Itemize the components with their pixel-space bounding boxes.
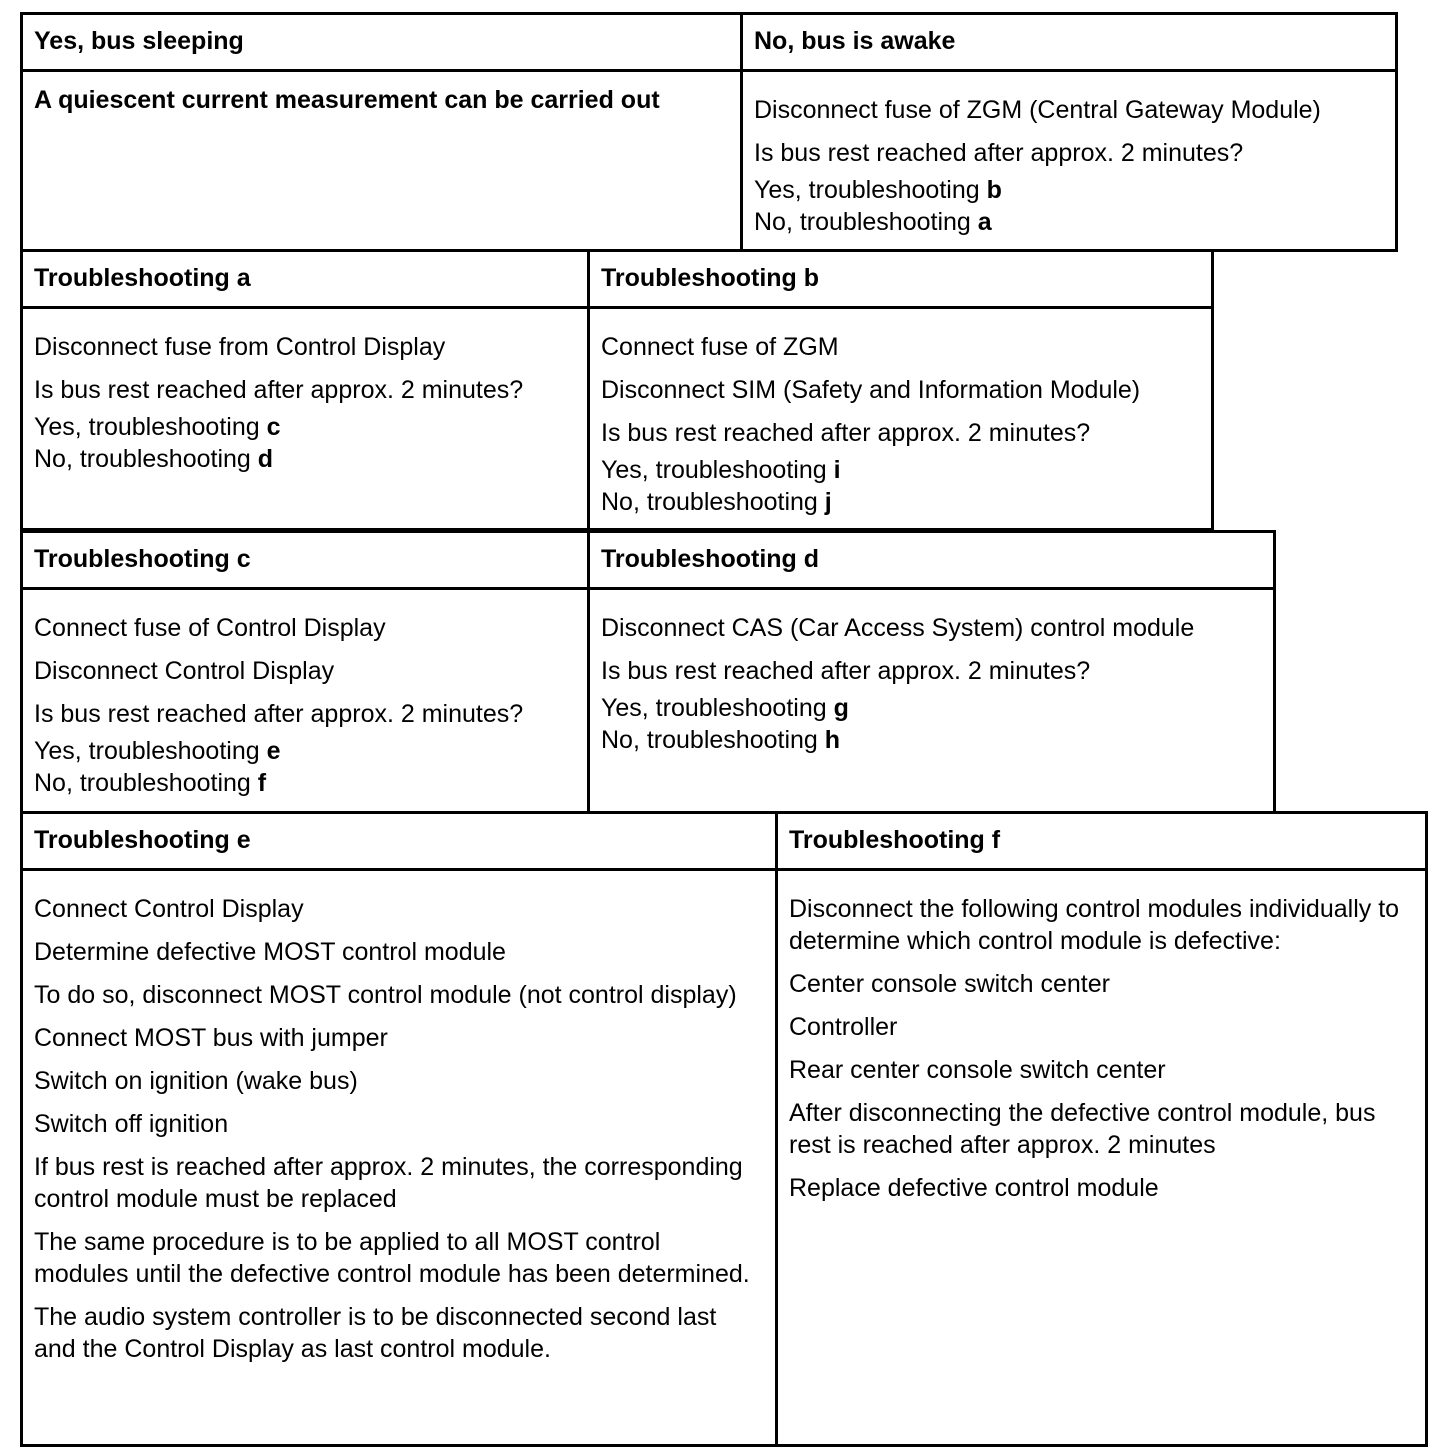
- step-text: Disconnect SIM (Safety and Information Module): [601, 376, 1141, 404]
- bus-awake-body-cell: [742, 71, 1397, 251]
- no-branch: [34, 443, 577, 475]
- yes-branch: [34, 735, 577, 767]
- step-text: Disconnect the following control modules individually to determine which control module is defective:: [789, 895, 1400, 955]
- step-text: Disconnect fuse of ZGM (Central Gateway Module): [754, 96, 1321, 124]
- troubleshooting-a-header-cell: [22, 251, 589, 308]
- step-text: Center console switch center: [789, 970, 1110, 998]
- troubleshooting-f-body-cell: [777, 870, 1427, 1446]
- step-text: Disconnect CAS (Car Access System) control module: [601, 614, 1195, 642]
- yes-label: Yes, troubleshooting: [601, 694, 827, 722]
- no-target: a: [977, 208, 992, 236]
- troubleshooting-e-header: Troubleshooting e: [34, 826, 251, 854]
- step-text: After disconnecting the defective control module, bus rest is reached after approx. 2 minutes: [789, 1099, 1376, 1159]
- no-branch: [601, 486, 1201, 518]
- troubleshooting-b-header-cell: [589, 251, 1213, 308]
- step-text: Controller: [789, 1013, 898, 1041]
- step-text: The same procedure is to be applied to all MOST control modules until the defective control module has been determined.: [34, 1228, 750, 1288]
- troubleshooting-e-f-table: [20, 811, 1428, 1447]
- step-text: Connect fuse of ZGM: [601, 333, 839, 361]
- bus-awake-header-cell: [742, 14, 1397, 71]
- yes-branch: [601, 454, 1201, 486]
- troubleshooting-d-body-cell: [589, 589, 1275, 813]
- step-text: Determine defective MOST control module: [34, 938, 506, 966]
- no-branch: [754, 206, 1385, 238]
- yes-label: Yes, troubleshooting: [34, 737, 260, 765]
- step-text: Switch off ignition: [34, 1110, 229, 1138]
- no-branch: [34, 767, 577, 799]
- yes-branch: [601, 692, 1263, 724]
- no-label: No, troubleshooting: [34, 445, 251, 473]
- troubleshooting-d-header-cell: [589, 532, 1275, 589]
- troubleshooting-b-body-cell: [589, 308, 1213, 530]
- bus-status-table: [20, 12, 1398, 252]
- yes-label: Yes, troubleshooting: [601, 456, 827, 484]
- bus-awake-header: No, bus is awake: [754, 27, 956, 55]
- troubleshooting-e-body-cell: [22, 870, 777, 1446]
- step-text: The audio system controller is to be disconnected second last and the Control Display as last control module.: [34, 1303, 717, 1363]
- yes-label: Yes, troubleshooting: [34, 413, 260, 441]
- step-text: Disconnect Control Display: [34, 657, 335, 685]
- no-label: No, troubleshooting: [601, 488, 818, 516]
- troubleshooting-c-header: Troubleshooting c: [34, 545, 251, 573]
- troubleshooting-a-body-cell: [22, 308, 589, 530]
- no-label: No, troubleshooting: [34, 769, 251, 797]
- yes-target: i: [833, 456, 841, 484]
- troubleshooting-c-body-cell: [22, 589, 589, 813]
- no-label: No, troubleshooting: [601, 726, 818, 754]
- troubleshooting-b-header: Troubleshooting b: [601, 264, 820, 292]
- no-target: f: [257, 769, 267, 797]
- step-text: Is bus rest reached after approx. 2 minutes?: [754, 139, 1244, 167]
- troubleshooting-c-d-table: [20, 530, 1276, 814]
- no-branch: [601, 724, 1263, 756]
- troubleshooting-a-b-table: [20, 249, 1214, 531]
- yes-target: g: [833, 694, 849, 722]
- step-text: Connect Control Display: [34, 895, 304, 923]
- step-text: Connect fuse of Control Display: [34, 614, 386, 642]
- yes-label: Yes, troubleshooting: [754, 176, 980, 204]
- yes-target: c: [266, 413, 281, 441]
- quiescent-measurement-note: A quiescent current measurement can be carried out: [34, 86, 660, 114]
- step-text: Is bus rest reached after approx. 2 minutes?: [34, 700, 524, 728]
- step-text: Is bus rest reached after approx. 2 minutes?: [601, 419, 1091, 447]
- no-target: d: [257, 445, 274, 473]
- step-text: Connect MOST bus with jumper: [34, 1024, 388, 1052]
- step-text: Disconnect fuse from Control Display: [34, 333, 446, 361]
- bus-sleeping-header: Yes, bus sleeping: [34, 27, 244, 55]
- troubleshooting-d-header: Troubleshooting d: [601, 545, 820, 573]
- step-text: Switch on ignition (wake bus): [34, 1067, 358, 1095]
- no-target: j: [824, 488, 832, 516]
- troubleshooting-a-header: Troubleshooting a: [34, 264, 251, 292]
- troubleshooting-f-header-cell: [777, 813, 1427, 870]
- step-text: Replace defective control module: [789, 1174, 1159, 1202]
- step-text: Rear center console switch center: [789, 1056, 1166, 1084]
- bus-sleeping-header-cell: [22, 14, 742, 71]
- troubleshooting-c-header-cell: [22, 532, 589, 589]
- yes-target: b: [986, 176, 1002, 204]
- yes-branch: [754, 174, 1385, 206]
- yes-target: e: [266, 737, 281, 765]
- troubleshooting-e-header-cell: [22, 813, 777, 870]
- step-text: To do so, disconnect MOST control module (not control display): [34, 981, 737, 1009]
- bus-sleeping-body-cell: [22, 71, 742, 251]
- troubleshooting-f-header: Troubleshooting f: [789, 826, 1001, 854]
- no-label: No, troubleshooting: [754, 208, 971, 236]
- step-text: Is bus rest reached after approx. 2 minutes?: [601, 657, 1091, 685]
- yes-branch: [34, 411, 577, 443]
- no-target: h: [824, 726, 841, 754]
- step-text: If bus rest is reached after approx. 2 minutes, the corresponding control module must be replaced: [34, 1153, 743, 1213]
- step-text: Is bus rest reached after approx. 2 minutes?: [34, 376, 524, 404]
